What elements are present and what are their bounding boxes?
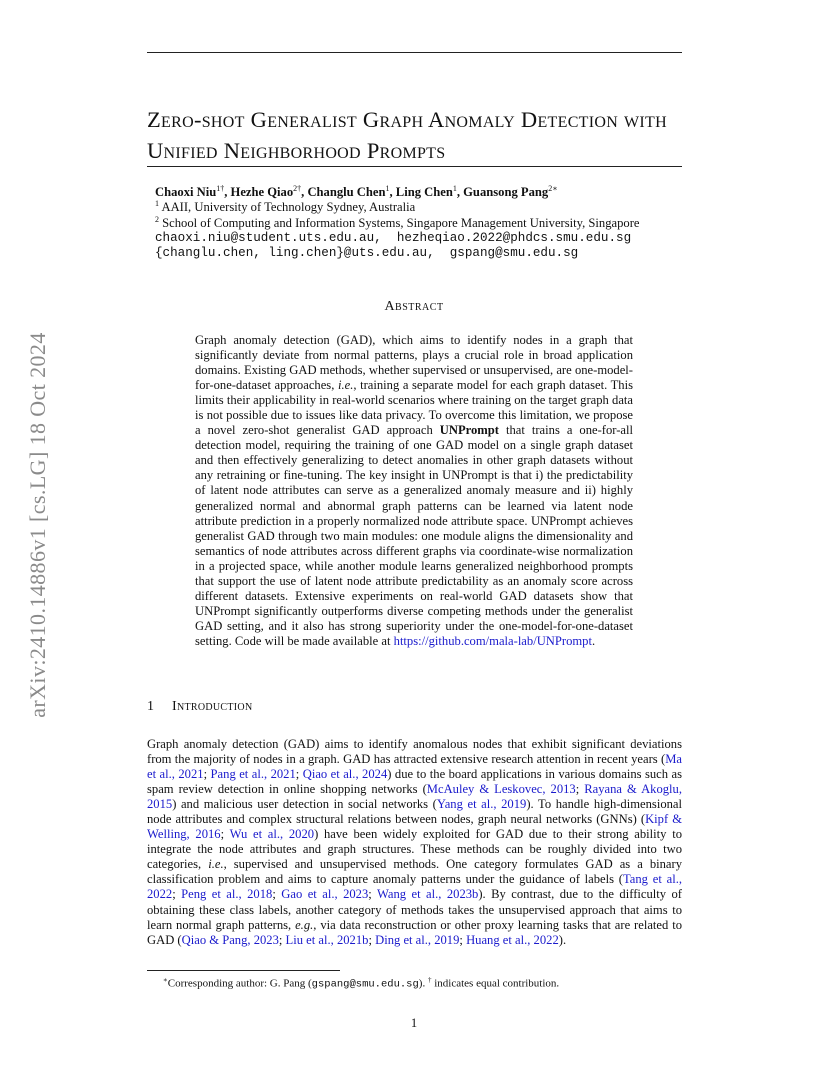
author-name: Guansong Pang [463,185,549,200]
email-line-1: chaoxi.niu@student.uts.edu.au, hezheqiao.2022@phdcs.smu.edu.sg [155,231,632,245]
abstract-text: Graph anomaly detection (GAD), which aims to identify nodes in a graph that significantly deviate from normal patterns, plays a crucial role in broad application domains. Existing GAD methods, whether supervised or unsupervised, are one-model-for-one-dataset approaches, [195,333,633,393]
author-separator: , [389,185,396,200]
author-list [155,184,558,200]
footnote-star: ∗ [163,976,168,984]
abstract-italic: i.e. [337,378,354,393]
intro-text: ; [368,932,376,947]
email-line-2: {changlu.chen, ling.chen}@uts.edu.au, gspang@smu.edu.sg [155,246,579,260]
citation-link[interactable]: Yang et al., 2019 [436,797,527,812]
author-separator: , [456,185,464,200]
affiliation-2 [155,215,639,231]
intro-text: ; [203,767,211,782]
footnote-text: Corresponding author: G. Pang ( [167,977,312,990]
citation-link[interactable]: Kipf & Welling, 2016 [147,812,682,842]
section-title: Introduction [172,699,253,714]
author-mark: 1 [452,184,457,193]
intro-text: ; [575,782,585,797]
author-name: Chaoxi Niu [155,185,217,200]
citation-link[interactable]: Huang et al., 2022 [466,932,559,947]
method-name: UNPrompt [439,423,499,438]
intro-text: , supervised and unsupervised methods. One category formulates GAD as a binary classification problem and aims to capture anomaly patterns under the guidance of labels ( [147,857,682,887]
author-separator: , [224,185,231,200]
citation-link[interactable]: Pang et al., 2021 [210,767,296,782]
intro-text: ; [295,767,303,782]
section-heading [147,699,252,715]
footnote-email: gspang@smu.edu.sg [311,978,419,991]
footnote [163,976,559,991]
citation-link[interactable]: Ma et al., 2021 [147,752,682,782]
affiliation-1 [155,199,415,215]
author-mark: 1 [385,184,390,193]
intro-text: , via data reconstruction or other proxy learning tasks that are related to GAD ( [147,917,683,947]
footnote-dagger: † [427,976,432,984]
affiliation-mark: 2 [155,215,159,224]
author-name: Changlu Chen [307,185,386,200]
citation-link[interactable]: Rayana & Akoglu, 2015 [147,782,682,812]
citation-link[interactable]: Peng et al., 2018 [181,887,273,902]
abstract-body [195,333,633,649]
intro-text: ; [272,887,282,902]
paper-title: Zero-shot Generalist Graph Anomaly Detection with Unified Neighborhood Prompts [147,107,667,163]
abstract-heading: Abstract [384,299,444,314]
intro-text: ; [220,827,230,842]
intro-text: ; [368,887,377,902]
author-mark: 2∗ [548,184,558,193]
introduction-paragraph [147,737,682,948]
affiliation-mark: 1 [155,199,159,208]
intro-italic: i.e. [208,857,224,872]
title-bottom-rule [147,166,682,167]
author-mark: 2† [293,184,302,193]
author-name: Hezhe Qiao [230,185,294,200]
citation-link[interactable]: Tang et al., 2022 [147,872,682,902]
citation-link[interactable]: Qiao & Pang, 2023 [181,932,279,947]
intro-text: Graph anomaly detection (GAD) aims to identify anomalous nodes that exhibit significant deviations from the majority of nodes in a graph. GAD has attracted extensive research attention in recent years ( [147,737,682,767]
intro-text: ). [558,932,567,947]
footnote-rule [147,970,340,971]
author-mark: 1† [216,184,225,193]
citation-link[interactable]: McAuley & Leskovec, 2013 [426,782,576,797]
intro-italic: e.g. [295,917,314,932]
author-separator: , [301,185,308,200]
citation-link[interactable]: Liu et al., 2021b [285,932,369,947]
footnote-text: ). [418,977,428,990]
intro-text: ) have been widely exploited for GAD due to their strong ability to integrate the node attributes and graph structures. These methods can be roughly divided into two categories, [147,827,682,872]
citation-link[interactable]: Wang et al., 2023b [376,887,479,902]
intro-text: ). To handle high-dimensional node attributes and complex structural relations between nodes, graph neural networks (GNNs) ( [147,797,682,827]
arxiv-side-stamp: arXiv:2410.14886v1 [cs.LG] 18 Oct 2024 [25,332,50,718]
citation-link[interactable]: Wu et al., 2020 [229,827,315,842]
abstract-text: . [591,633,596,648]
intro-text: ; [459,932,467,947]
section-number: 1 [147,699,154,714]
intro-text: ; [172,887,182,902]
code-link[interactable]: https://github.com/mala-lab/UNPrompt [393,633,592,648]
intro-text: ; [278,932,286,947]
author-name: Ling Chen [395,185,453,200]
citation-link[interactable]: Ding et al., 2019 [375,932,460,947]
abstract-text: , training a separate model for each graph dataset. This limits their applicability in real-world scenarios where training on the target graph data is not possible due to issues like data privacy. To overcome this limitation, we propose a novel zero-shot generalist GAD approach [195,378,633,438]
affiliation-text: AAII, University of Technology Sydney, Australia [161,200,416,215]
intro-text: ) and malicious user detection in social networks ( [172,797,437,812]
affiliation-text: School of Computing and Information Systems, Singapore Management University, Singapore [162,216,640,231]
intro-text: ). By contrast, due to the difficulty of obtaining these class labels, another category of methods takes the unsupervised approach that aims to learn normal graph patterns, [147,887,683,932]
page-number: 1 [410,1016,418,1030]
intro-text: ) due to the board applications in various domains such as spam review detection in online shopping networks ( [147,767,683,797]
footnote-text: indicates equal contribution. [431,977,560,990]
citation-link[interactable]: Qiao et al., 2024 [302,767,388,782]
abstract-text: that trains a one-for-all detection model, requiring the training of one GAD model on a single graph dataset and then effectively generalizing to detect anomalies in other graph datasets without any retraining or fine-tuning. The key insight in UNPrompt is that i) the predictability of latent node attributes can serve as a generalized anomaly measure and ii) highly generalized normal and abnormal graph patterns can be learned via latent node attribute prediction in a properly normalized node attribute space. UNPrompt achieves generalist GAD through two main modules: one module aligns the dimensionality and semantics of node attributes across different graphs via coordinate-wise normalization in a projected space, while another module learns generalized neighborhood prompts that support the use of latent node attribute predictability as an anomaly score across different datasets. Extensive experiments on real-world GAD datasets show that UNPrompt significantly outperforms diverse competing methods under the generalist GAD setting, and it also has strong superiority under the one-model-for-one-dataset setting. Code will be made available at [195,423,634,648]
top-rule [147,52,682,53]
citation-link[interactable]: Gao et al., 2023 [281,887,369,902]
